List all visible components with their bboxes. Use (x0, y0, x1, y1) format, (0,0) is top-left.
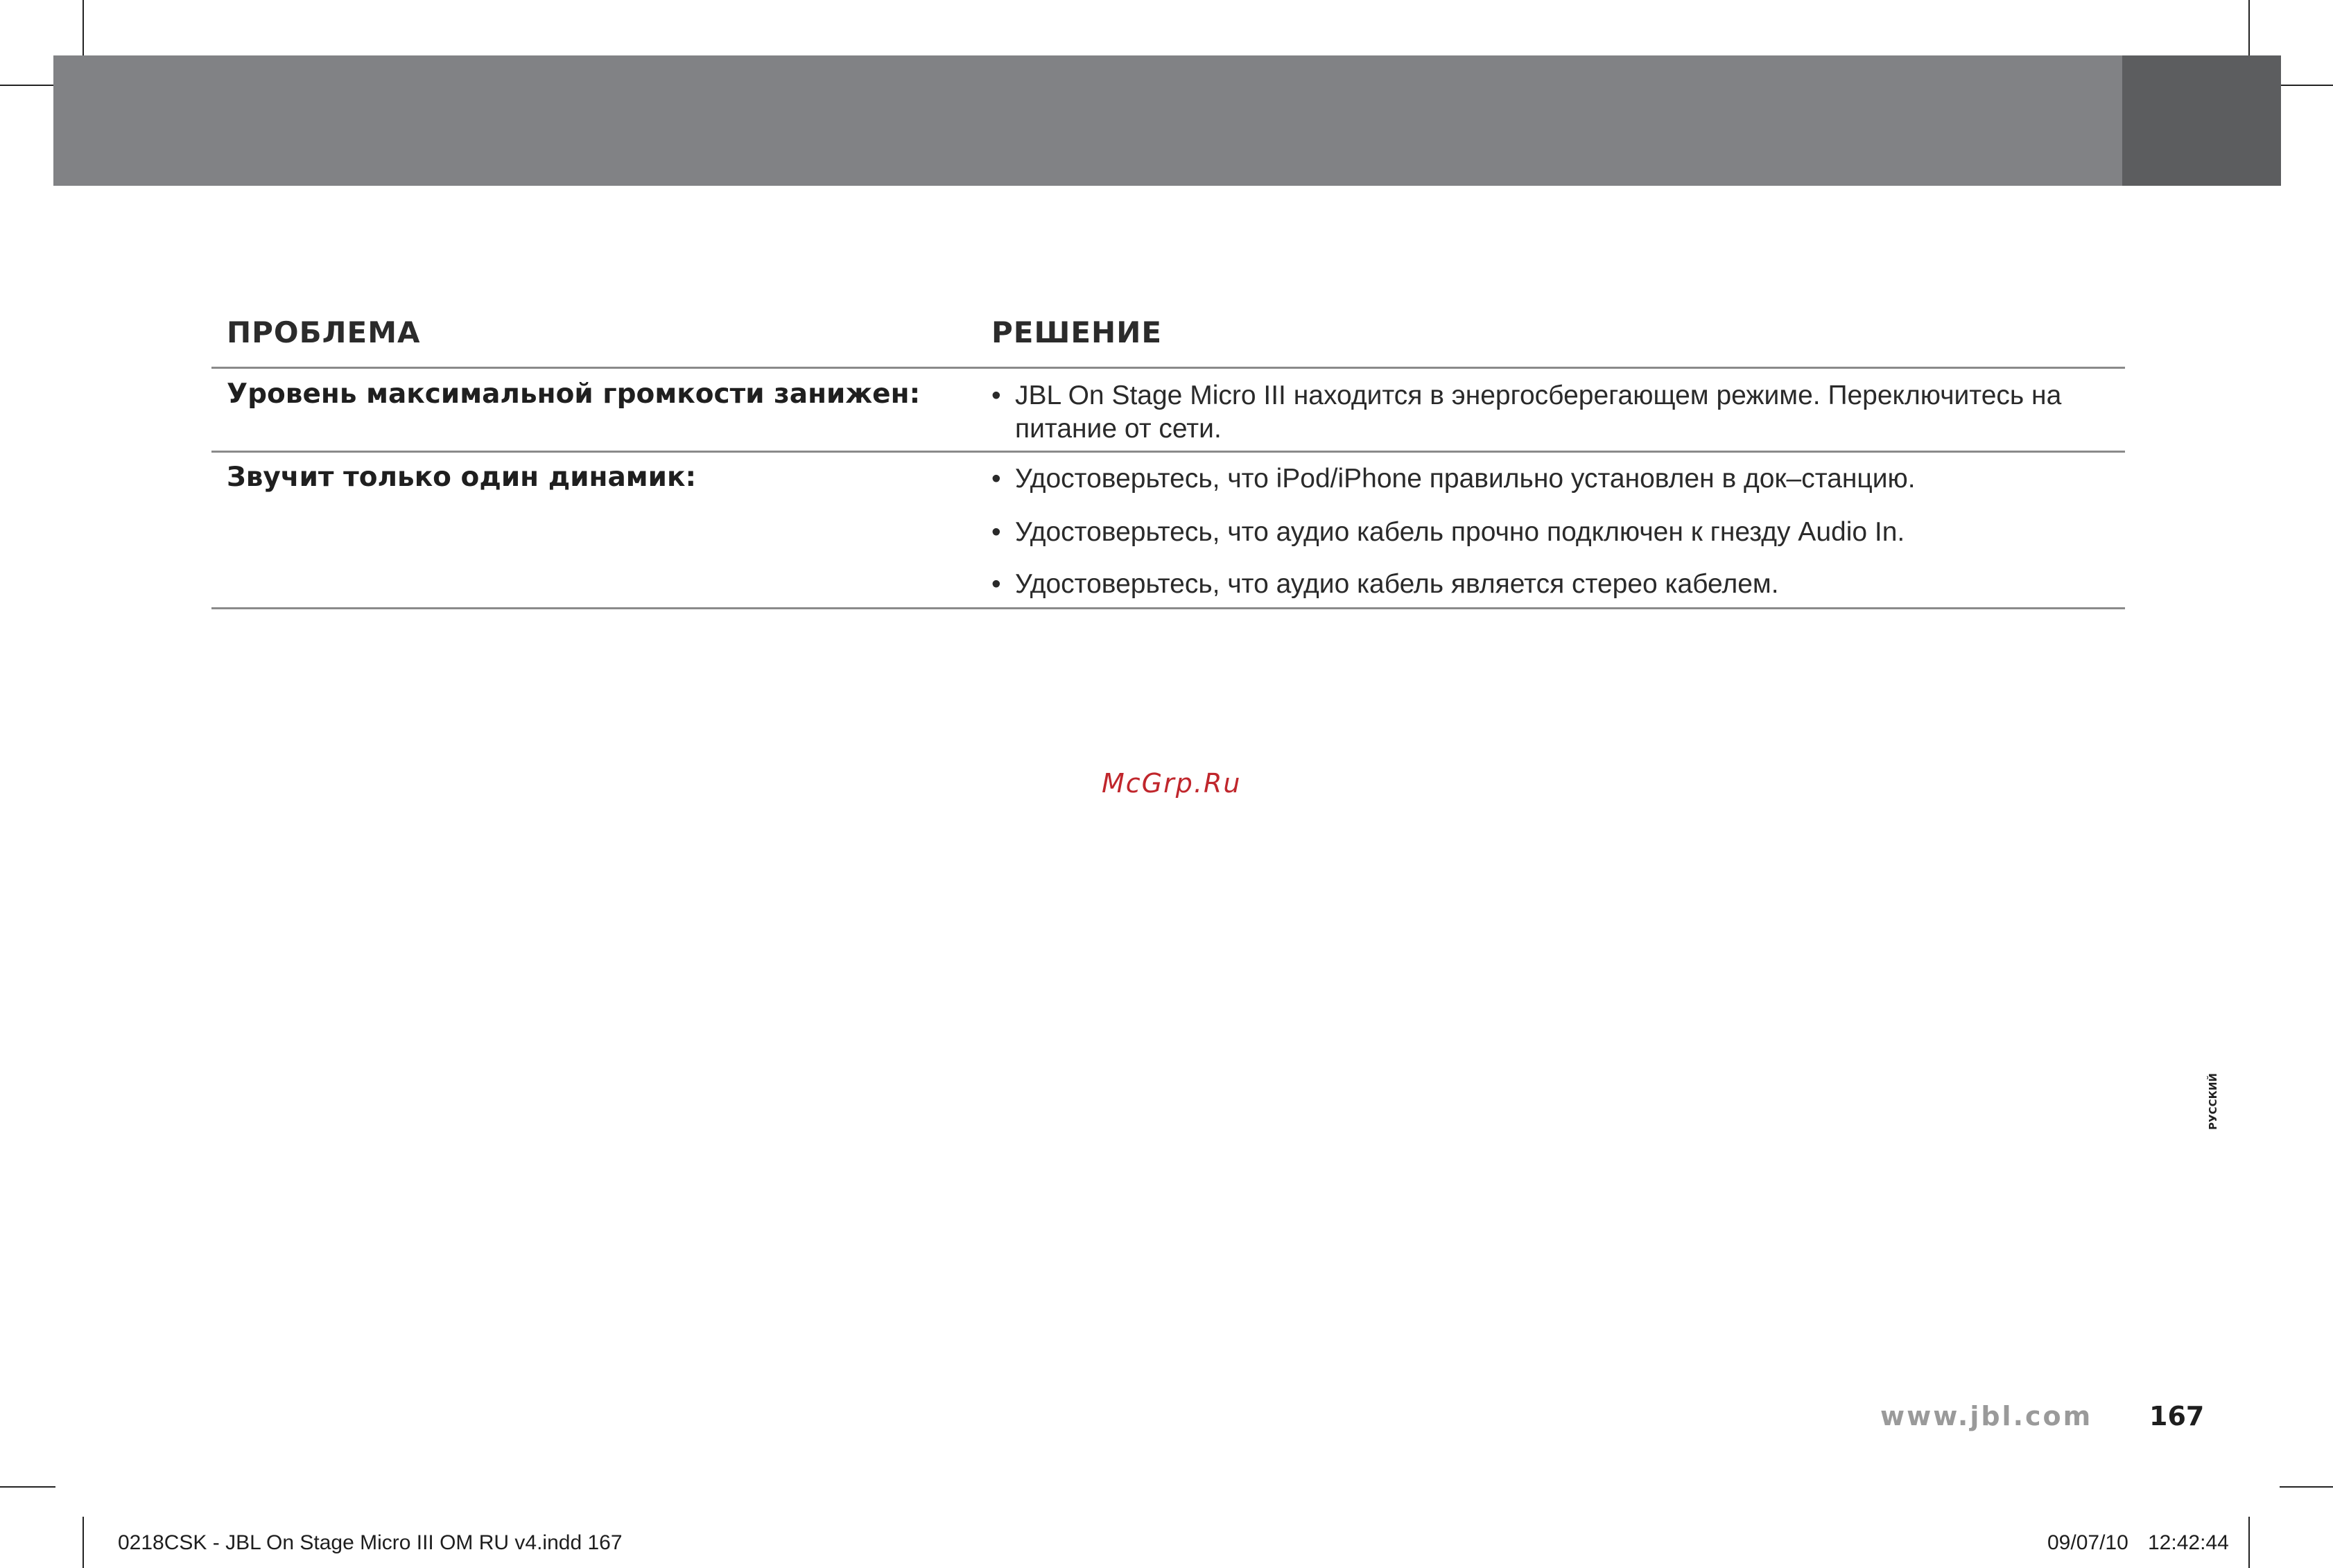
column-header-problem: ПРОБЛЕМА (227, 315, 421, 349)
crop-mark (2280, 85, 2333, 86)
crop-mark (83, 0, 84, 55)
solution-text: JBL On Stage Micro III находится в энергосберегающем режиме. Переключитесь на питание от сети. (1015, 381, 2062, 444)
watermark: McGrp.Ru (1102, 768, 1242, 799)
table-rule (211, 367, 2125, 369)
crop-mark (2280, 1486, 2333, 1488)
crop-mark (0, 1486, 55, 1488)
header-band-tab (2122, 55, 2281, 186)
slug-time: 12:42:44 (2148, 1531, 2229, 1554)
table-row-problem: Звучит только один динамик: (227, 462, 697, 493)
slug-file-info: 0218CSK - JBL On Stage Micro III OM RU v4.indd 167 (118, 1531, 623, 1554)
header-band (53, 55, 2281, 186)
table-row-solution (991, 462, 2115, 496)
bullet-symbol: • (991, 381, 1001, 410)
bullet-symbol: • (991, 517, 1001, 547)
side-language-label: РУССКИЙ (2207, 1073, 2219, 1130)
table-row-solution (991, 568, 2115, 601)
solution-text: Удостоверьтесь, что аудио кабель является стерео кабелем. (1015, 569, 1779, 599)
table-row-solution (991, 379, 2115, 446)
crop-mark (2248, 1517, 2250, 1568)
table-rule (211, 607, 2125, 609)
footer-url: www.jbl.com (1880, 1401, 2093, 1431)
table-row-solution (991, 516, 2115, 549)
solution-text: Удостоверьтесь, что аудио кабель прочно подключен к гнезду Audio In. (1015, 517, 1905, 547)
crop-mark (83, 1517, 84, 1568)
column-header-solution: РЕШЕНИЕ (991, 315, 1163, 349)
page-number: 167 (2149, 1401, 2205, 1431)
crop-mark (2248, 0, 2250, 55)
bullet-symbol: • (991, 464, 1001, 494)
slug-date: 09/07/10 (2047, 1531, 2128, 1554)
table-row-problem: Уровень максимальной громкости занижен: (227, 378, 921, 410)
solution-text: Удостоверьтесь, что iPod/iPhone правильно установлен в док–станцию. (1015, 464, 1916, 494)
table-rule (211, 451, 2125, 453)
crop-mark (0, 85, 55, 86)
bullet-symbol: • (991, 569, 1001, 599)
